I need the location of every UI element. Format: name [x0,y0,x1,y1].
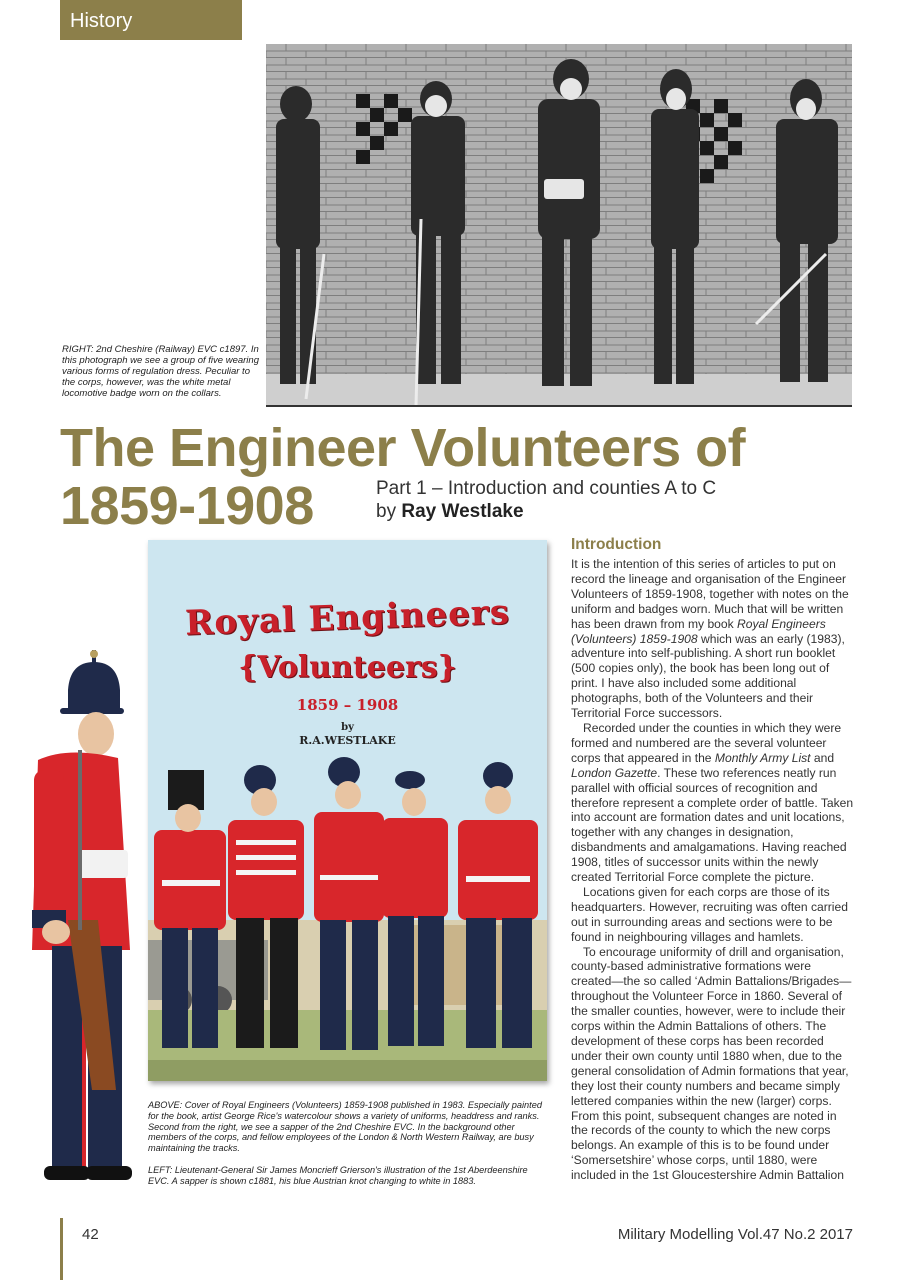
illustration-caption: LEFT: Lieutenant-General Sir James Moncrieff Grierson's illustration of the 1st Aberdeenshire EVC. A sapper is shown c1881, his blue Austrian knot changing to white in 1883. [148,1165,528,1186]
byline-prefix: by [376,501,402,522]
paragraph-2-text-b: . These two references neatly run parallel with official sources of recognition and therefore represent a complete order of battle. Taken into account are formation dates and unit locations, together with any changes in designation, disbandments and amalgamations. Having reached 1908, titles of successor units within the newly created Territorial Force complete the picture. [571,765,854,885]
army-list-reference: Monthly Army List [714,750,811,765]
section-heading: Introduction [571,536,662,553]
byline [376,501,524,523]
paragraph-2-and: and [810,750,835,765]
book-cover-image [148,540,547,1081]
paragraph-4: To encourage uniformity of drill and organisation, county-based administrative formations were created—the so called ‘Admin Battalions/Brigades—throughout the Volunteer Force in 1860. Several of the smaller counties, however, were to include their corps within the Admin Battalions of others. The development of these corps has been recorded under their own county until 1880 when, due to the general consolidation of Admin formations that year, they lost their county numbers and became simply lettered companies within the new (larger) corps. From this point, subsequent changes are noted in the records of the county to which the new corps belongs. An example of this is to be found under ‘Somersetshire’ whose corps, until 1880, were included in the 1st Gloucestershire Admin Battalion [571,944,852,1183]
paragraph-1-text-a: It is the intention of this series of articles to put on record the lineage and organisation of the Engineer Volunteers of 1859-1908, together with notes on the uniform and badges worn. Much that will be written has been drawn from my book [571,557,849,631]
top-photo-caption: RIGHT: 2nd Cheshire (Railway) EVC c1897. In this photograph we see a group of five wearing various forms of regulation dress. Peculiar to the corps, however, was the white metal locomotive badge worn on the collars. [62,344,259,399]
gazette-reference: London Gazette [571,765,658,780]
cover-years: 1859 – 1908 [296,696,399,714]
cover-title: Royal Engineers [184,592,511,644]
paragraph-2-text-a: Recorded under the counties in which they were formed and numbered are the several volunteer corps that appeared in the [571,720,842,765]
cover-author: R.A.WESTLAKE [299,734,396,747]
book-title-reference: Royal Engineers (Volunteers) 1859-1908 [571,616,826,646]
book-cover-caption: ABOVE: Cover of Royal Engineers (Volunteers) 1859-1908 published in 1983. Especially painted for the book, artist George Rice's watercolour shows a variety of uniforms, headdress and ranks. Second from the right, we see a sapper of the 2nd Cheshire EVC. In the background other members of the corps, and fellow employees of the London & North Western Railway, are busy maintaining the tracks. [148,1100,542,1154]
sapper-illustration [8,650,148,1190]
paragraph-1-text-b: which was an early (1983), adventure into self-publishing. A short run booklet (500 copies only), the book has been long out of print. I have also included some additional photographs, both of the Volunteers and their Territorial Force successors. [571,631,845,721]
article-body [571,536,854,1183]
section-tab: History [60,0,242,40]
footer-accent-bar [60,1218,63,1280]
author-name: Ray Westlake [401,501,524,522]
cover-by: by [341,722,354,733]
cover-subtitle: {Volunteers} [238,650,457,685]
page-number: 42 [82,1226,99,1243]
paragraph-3: Locations given for each corps are those of its headquarters. However, recruiting was often carried out in surrounding areas and sections were to be found in neighbouring villages and hamlets. [571,884,848,944]
top-photograph [266,44,852,407]
paragraph-2 [571,721,854,885]
magazine-issue: Military Modelling Vol.47 No.2 2017 [617,1226,853,1243]
article-subtitle: Part 1 – Introduction and counties A to C [376,478,717,499]
paragraph-1 [571,557,854,721]
article-title-line1: The Engineer Volunteers of [60,418,746,478]
article-title-line2: 1859-1908 [60,476,314,536]
